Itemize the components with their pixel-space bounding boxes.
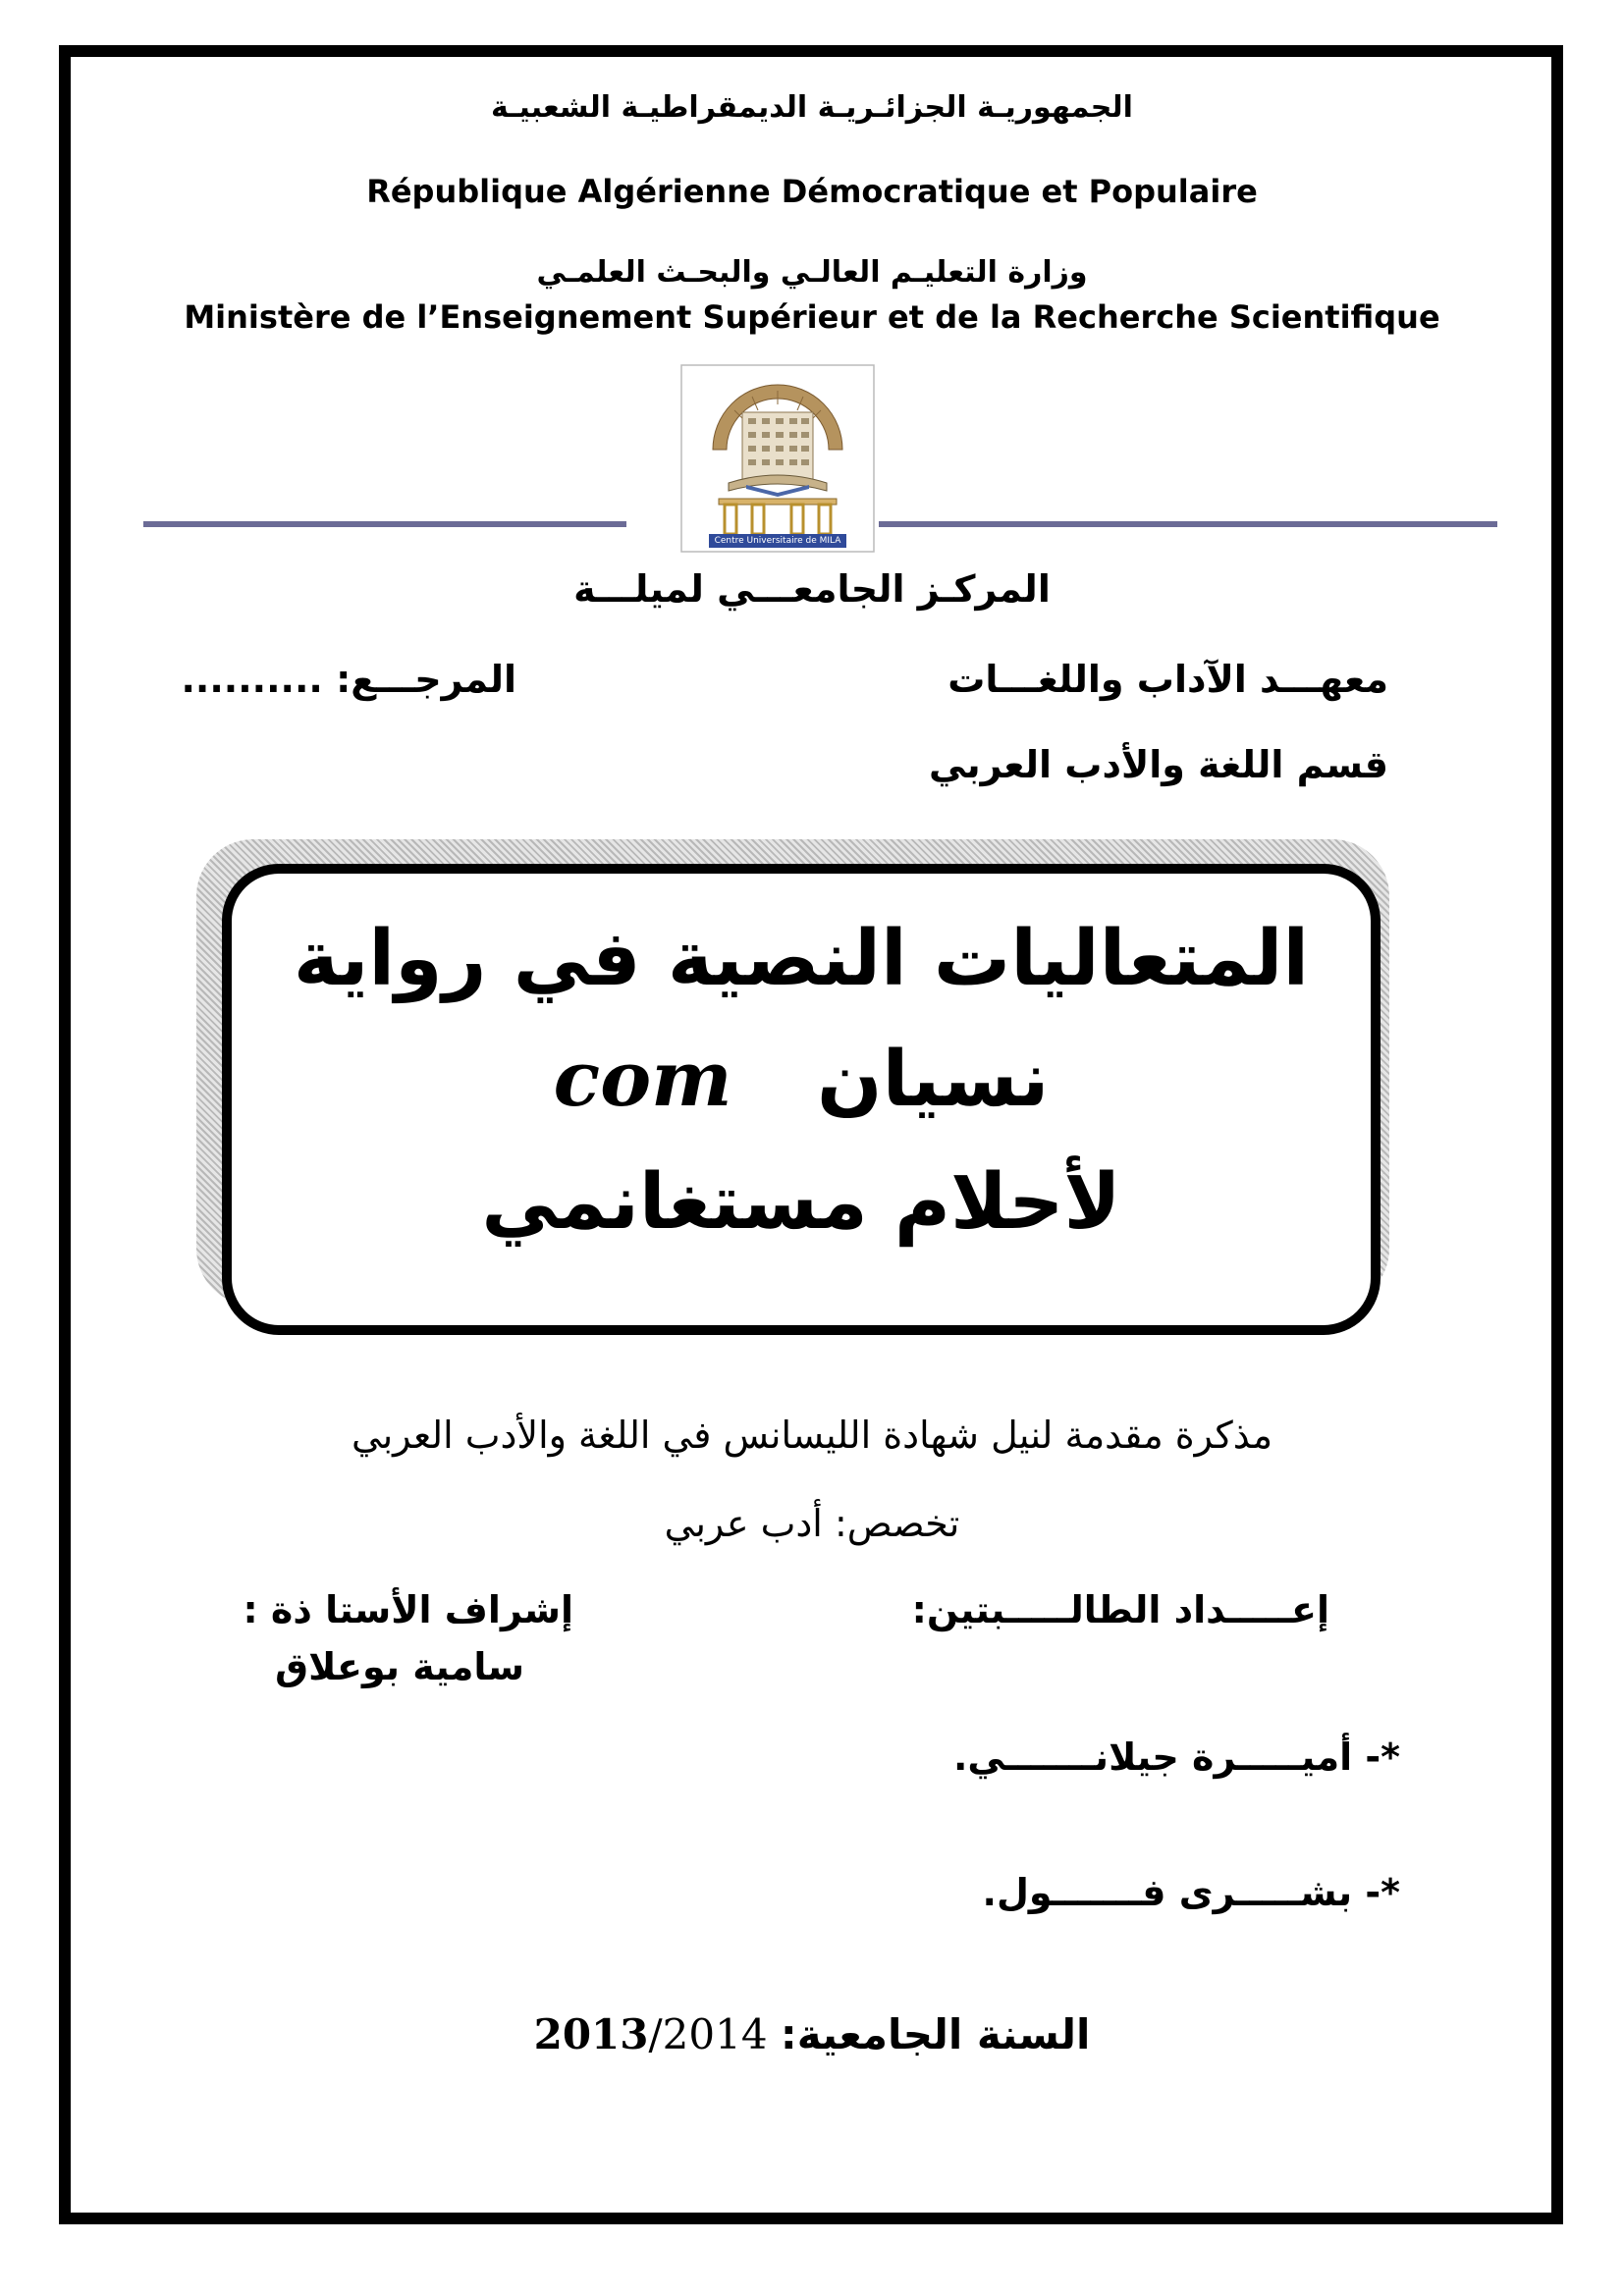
reference-field: المرجـــع: .......... <box>181 658 516 701</box>
university-building-logo <box>674 361 882 558</box>
header-rule-left <box>143 521 626 527</box>
ministry-french: Ministère de l’Enseignement Supérieur et de la Recherche Scientifique <box>184 298 1440 336</box>
institute-name: معهـــد الآداب واللغـــات <box>947 658 1388 701</box>
republic-french: République Algérienne Démocratique et Populaire <box>366 173 1258 210</box>
year-start: 2013 <box>533 2010 649 2058</box>
logo-caption: Centre Universitaire de MILA <box>714 536 841 546</box>
title-line-2-arabic: نسيان <box>817 1036 1050 1124</box>
specialty: تخصص: أدب عربي <box>664 1502 960 1545</box>
year-end-display: /2014 <box>648 2010 768 2058</box>
student-name-1: *- أميـــــرة جيلانـــــــي. <box>953 1735 1400 1779</box>
title-box <box>222 864 1380 1335</box>
academic-year <box>0 2010 1624 2058</box>
supervisor-label: إشراف الأستا ذة : <box>243 1588 573 1631</box>
students-label: إعـــــداد الطالـــــبتين: <box>911 1588 1329 1631</box>
academic-year-label: السنة الجامعية: <box>780 2010 1091 2058</box>
title-line-3: لأحلام مستغانمي <box>481 1158 1121 1247</box>
university-center: المركـز الجامعـــي لميلـــة <box>573 567 1051 611</box>
department-name: قسم اللغة والأدب العربي <box>928 743 1388 786</box>
ministry-arabic: وزارة التعليـم العالـي والبحـث العلمـي <box>536 255 1088 290</box>
title-line-1: المتعاليات النصية في رواية <box>293 915 1310 1003</box>
memo-description: مذكرة مقدمة لنيل شهادة الليسانس في اللغة والأدب العربي <box>351 1414 1273 1457</box>
supervisor-name: سامية بوعلاق <box>275 1645 524 1688</box>
header-rule-right <box>879 521 1497 527</box>
title-line-2 <box>232 1035 1371 1124</box>
student-name-2: *- بشـــــرى فـــــــول. <box>982 1871 1400 1914</box>
title-line-2-com: com <box>553 1035 732 1124</box>
republic-arabic: الجمهوريـة الجزائـريـة الديمقراطيـة الشعبيـة <box>491 90 1133 125</box>
